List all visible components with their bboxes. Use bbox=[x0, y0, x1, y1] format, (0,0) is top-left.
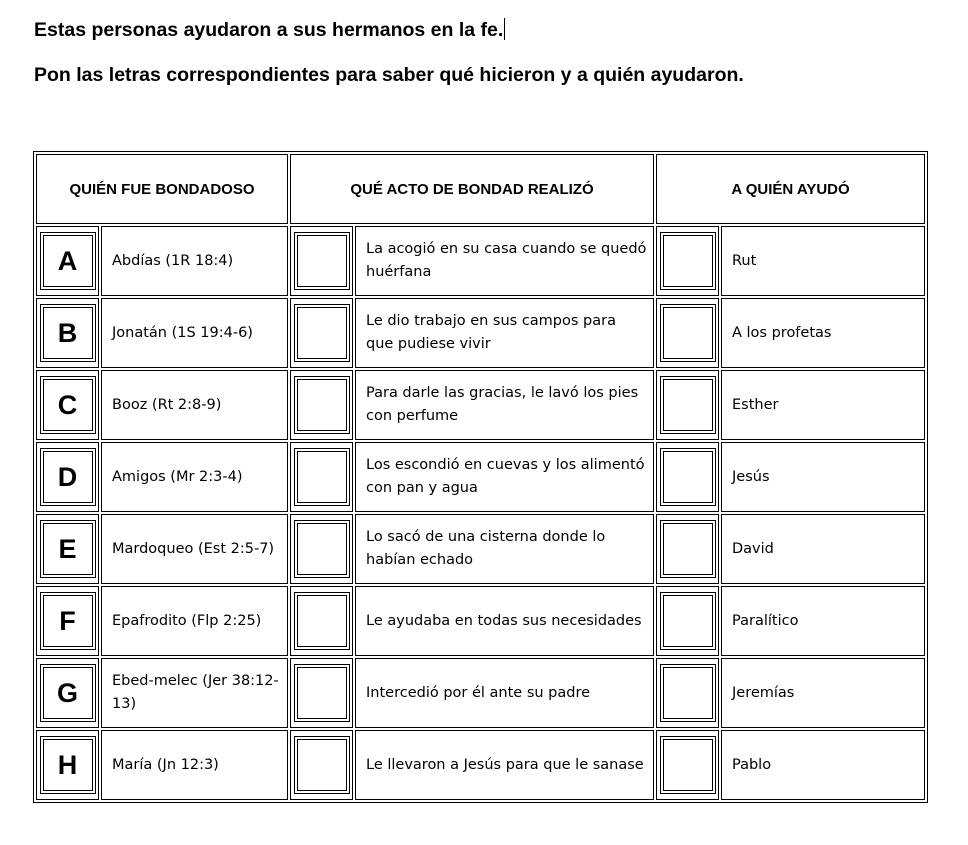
helped-cell: Rut bbox=[721, 226, 925, 296]
act-answer-box[interactable] bbox=[297, 739, 347, 791]
act-cell: Intercedió por él ante su padre bbox=[355, 658, 654, 728]
letter-box: D bbox=[43, 451, 93, 503]
helped-answer-box[interactable] bbox=[663, 739, 713, 791]
text-cursor bbox=[504, 18, 505, 40]
letter-cell bbox=[36, 298, 99, 368]
table-row bbox=[36, 298, 925, 368]
table-row bbox=[36, 658, 925, 728]
helped-cell: Paralítico bbox=[721, 586, 925, 656]
person-cell: Ebed-melec (Jer 38:12-13) bbox=[101, 658, 288, 728]
matching-table bbox=[33, 151, 928, 803]
helped-answer-cell bbox=[656, 730, 719, 800]
helped-answer-box[interactable] bbox=[663, 379, 713, 431]
act-answer-cell bbox=[290, 586, 353, 656]
act-answer-cell bbox=[290, 298, 353, 368]
person-cell: Jonatán (1S 19:4-6) bbox=[101, 298, 288, 368]
helped-answer-box[interactable] bbox=[663, 451, 713, 503]
letter-box: F bbox=[43, 595, 93, 647]
instruction-line-1-text: Estas personas ayudaron a sus hermanos en la fe. bbox=[34, 19, 504, 41]
helped-answer-box[interactable] bbox=[663, 235, 713, 287]
table-row bbox=[36, 370, 925, 440]
helped-cell: Jeremías bbox=[721, 658, 925, 728]
letter-cell bbox=[36, 370, 99, 440]
act-answer-cell bbox=[290, 370, 353, 440]
helped-cell: David bbox=[721, 514, 925, 584]
letter-box: A bbox=[43, 235, 93, 287]
act-cell: Lo sacó de una cisterna donde lo habían echado bbox=[355, 514, 654, 584]
helped-cell: Jesús bbox=[721, 442, 925, 512]
act-answer-box[interactable] bbox=[297, 595, 347, 647]
instruction-line-2: Pon las letras correspondientes para saber qué hicieron y a quién ayudaron. bbox=[34, 64, 744, 86]
helped-answer-cell bbox=[656, 514, 719, 584]
act-cell: Le llevaron a Jesús para que le sanase bbox=[355, 730, 654, 800]
helped-answer-box[interactable] bbox=[663, 595, 713, 647]
act-answer-box[interactable] bbox=[297, 523, 347, 575]
helped-cell: Pablo bbox=[721, 730, 925, 800]
helped-answer-cell bbox=[656, 226, 719, 296]
helped-answer-cell bbox=[656, 658, 719, 728]
helped-answer-box[interactable] bbox=[663, 523, 713, 575]
letter-box: C bbox=[43, 379, 93, 431]
letter-cell bbox=[36, 658, 99, 728]
act-answer-cell bbox=[290, 658, 353, 728]
header-helped: A QUIÉN AYUDÓ bbox=[656, 154, 925, 224]
act-cell: Le ayudaba en todas sus necesidades bbox=[355, 586, 654, 656]
person-cell: Amigos (Mr 2:3-4) bbox=[101, 442, 288, 512]
letter-cell bbox=[36, 226, 99, 296]
act-cell: Los escondió en cuevas y los alimentó con pan y agua bbox=[355, 442, 654, 512]
act-answer-cell bbox=[290, 442, 353, 512]
act-answer-box[interactable] bbox=[297, 379, 347, 431]
table-row bbox=[36, 730, 925, 800]
act-answer-box[interactable] bbox=[297, 307, 347, 359]
act-answer-cell bbox=[290, 226, 353, 296]
table-row bbox=[36, 586, 925, 656]
helped-answer-cell bbox=[656, 442, 719, 512]
helped-answer-cell bbox=[656, 298, 719, 368]
letter-cell bbox=[36, 514, 99, 584]
person-cell: María (Jn 12:3) bbox=[101, 730, 288, 800]
act-answer-box[interactable] bbox=[297, 667, 347, 719]
act-answer-box[interactable] bbox=[297, 235, 347, 287]
act-cell: Le dio trabajo en sus campos para que pudiese vivir bbox=[355, 298, 654, 368]
header-act: QUÉ ACTO DE BONDAD REALIZÓ bbox=[290, 154, 654, 224]
act-answer-cell bbox=[290, 514, 353, 584]
helped-answer-cell bbox=[656, 586, 719, 656]
letter-box: E bbox=[43, 523, 93, 575]
person-cell: Abdías (1R 18:4) bbox=[101, 226, 288, 296]
act-cell: La acogió en su casa cuando se quedó huérfana bbox=[355, 226, 654, 296]
letter-cell bbox=[36, 730, 99, 800]
letter-box: G bbox=[43, 667, 93, 719]
helped-cell: Esther bbox=[721, 370, 925, 440]
act-answer-cell bbox=[290, 730, 353, 800]
letter-cell bbox=[36, 586, 99, 656]
person-cell: Mardoqueo (Est 2:5-7) bbox=[101, 514, 288, 584]
letter-box: B bbox=[43, 307, 93, 359]
table-row bbox=[36, 226, 925, 296]
helped-answer-cell bbox=[656, 370, 719, 440]
instruction-line-1 bbox=[34, 18, 505, 42]
person-cell: Epafrodito (Flp 2:25) bbox=[101, 586, 288, 656]
person-cell: Booz (Rt 2:8-9) bbox=[101, 370, 288, 440]
act-answer-box[interactable] bbox=[297, 451, 347, 503]
helped-cell: A los profetas bbox=[721, 298, 925, 368]
act-cell: Para darle las gracias, le lavó los pies con perfume bbox=[355, 370, 654, 440]
letter-box: H bbox=[43, 739, 93, 791]
helped-answer-box[interactable] bbox=[663, 307, 713, 359]
header-who: QUIÉN FUE BONDADOSO bbox=[36, 154, 288, 224]
table-row bbox=[36, 442, 925, 512]
helped-answer-box[interactable] bbox=[663, 667, 713, 719]
table-row bbox=[36, 514, 925, 584]
letter-cell bbox=[36, 442, 99, 512]
